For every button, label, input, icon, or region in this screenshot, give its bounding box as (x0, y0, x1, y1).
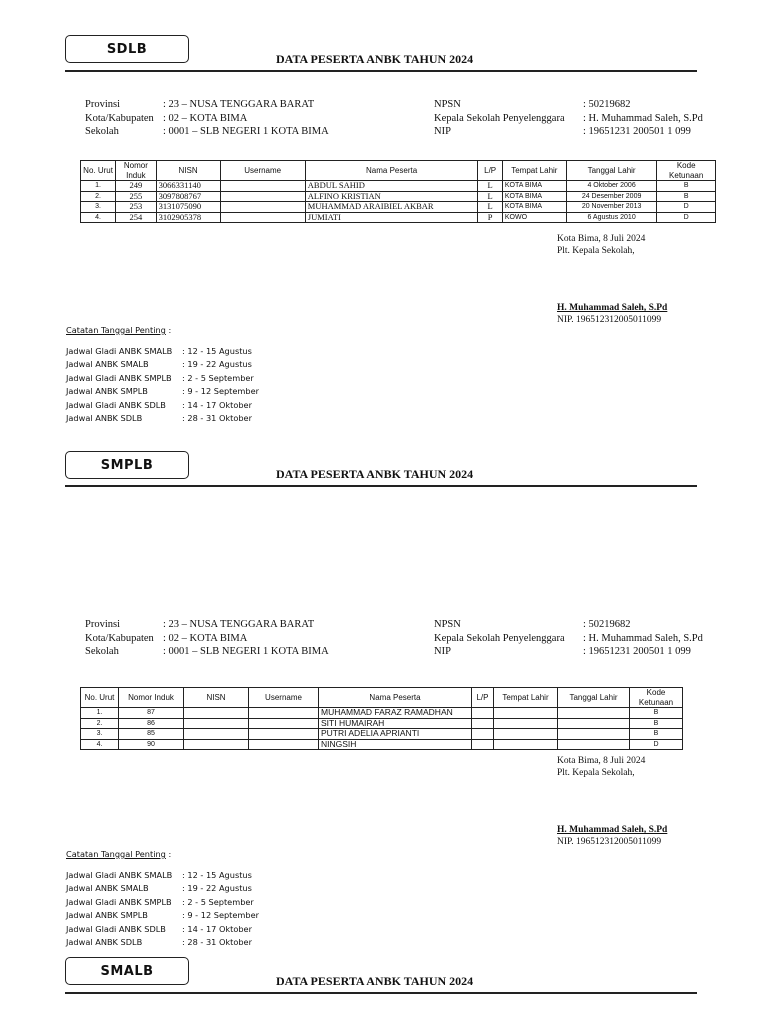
cell-kode: B (657, 191, 716, 202)
th-kode: Kode Ketunaan (630, 688, 683, 708)
cell-lp: L (478, 191, 503, 202)
th-no: No. Urut (81, 161, 116, 181)
cell-lp (472, 718, 494, 729)
th-kode: Kode Ketunaan (657, 161, 716, 181)
cell-tanggal (558, 708, 630, 719)
info-left-labels (85, 618, 154, 659)
divider (65, 70, 697, 72)
cell-induk: 85 (119, 729, 184, 740)
schedule-value: : 2 - 5 September (182, 896, 254, 907)
th-username: Username (220, 161, 305, 181)
schedule-label: Jadwal Gladi ANBK SDLB (66, 399, 166, 410)
cell-no: 3. (81, 729, 119, 740)
cell-no: 4. (81, 212, 116, 223)
schedule-value: : 14 - 17 Oktober (182, 399, 252, 410)
value-provinsi: : 23 – NUSA TENGGARA BARAT (163, 619, 315, 630)
label-sekolah: Sekolah (85, 646, 119, 657)
table-header-row (81, 161, 716, 181)
cell-tempat: KOWO (502, 212, 566, 223)
cell-no: 2. (81, 718, 119, 729)
cell-tanggal: 20 November 2013 (566, 202, 657, 213)
sign-role: Plt. Kepala Sekolah, (557, 768, 635, 778)
doc-title: DATA PESERTA ANBK TAHUN 2024 (276, 52, 474, 66)
cell-tanggal (558, 739, 630, 750)
important-dates (66, 849, 259, 949)
doc-title: DATA PESERTA ANBK TAHUN 2024 (276, 467, 474, 481)
cell-nama: ALFINO KRISTIAN (305, 191, 478, 202)
info-left-labels (85, 98, 154, 139)
schedule-item (66, 869, 259, 882)
label-nip: NIP (434, 126, 451, 137)
schedule-value: : 28 - 31 Oktober (182, 936, 252, 947)
cell-nama: ABDUL SAHID (305, 181, 478, 192)
info-right-values (583, 618, 703, 659)
schedule-item (66, 909, 259, 922)
sign-name: H. Muhammad Saleh, S.Pd (557, 303, 668, 313)
table-row (81, 739, 683, 750)
cell-no: 1. (81, 181, 116, 192)
cell-kode: B (630, 729, 683, 740)
label-nip: NIP (434, 646, 451, 657)
cell-tempat: KOTA BIMA (502, 181, 566, 192)
label-provinsi: Provinsi (85, 619, 121, 630)
schedule-item (66, 896, 259, 909)
th-tempat: Tempat Lahir (494, 688, 558, 708)
cell-lp: P (478, 212, 503, 223)
cell-lp (472, 739, 494, 750)
th-induk: Nomor Induk (119, 688, 184, 708)
schedule-value: : 19 - 22 Agustus (182, 359, 252, 370)
cell-tanggal: 6 Agustus 2010 (566, 212, 657, 223)
cell-nama: MUHAMMAD FARAZ RAMADHAN (319, 708, 472, 719)
info-left-values (163, 98, 329, 139)
cell-no: 4. (81, 739, 119, 750)
schedule-label: Jadwal Gladi ANBK SMALB (66, 346, 173, 356)
value-npsn: : 50219682 (583, 99, 631, 110)
cell-kode: B (630, 708, 683, 719)
label-kota: Kota/Kabupaten (85, 112, 154, 124)
th-lp: L/P (472, 688, 494, 708)
notes-heading-colon: : (165, 849, 172, 859)
cell-induk: 253 (116, 202, 156, 213)
schedule-item (66, 399, 259, 412)
cell-nama: SITI HUMAIRAH (319, 718, 472, 729)
cell-nama: PUTRI ADELIA APRIANTI (319, 729, 472, 740)
cell-lp: L (478, 181, 503, 192)
schedule-value: : 2 - 5 September (182, 372, 254, 383)
th-tempat: Tempat Lahir (502, 161, 566, 181)
th-nisn: NISN (184, 688, 249, 708)
th-nama: Nama Peserta (305, 161, 478, 181)
cell-kode: B (657, 181, 716, 192)
schedule-item (66, 936, 259, 949)
schedule-value: : 14 - 17 Oktober (182, 923, 252, 934)
value-npsn: : 50219682 (583, 619, 631, 630)
schedule-value: : 9 - 12 September (182, 910, 260, 921)
cell-induk: 249 (116, 181, 156, 192)
cell-nisn (184, 739, 249, 750)
sign-place-date: Kota Bima, 8 Juli 2024 (557, 234, 646, 244)
signature-top (557, 755, 645, 779)
schedule-label: Jadwal ANBK SMALB (66, 359, 149, 370)
table-row (81, 729, 683, 740)
cell-nisn (184, 718, 249, 729)
info-right-labels (434, 98, 565, 139)
cell-nisn: 3131075090 (156, 202, 220, 213)
cell-no: 3. (81, 202, 116, 213)
cell-tanggal: 24 Desember 2009 (566, 191, 657, 202)
th-tanggal: Tanggal Lahir (566, 161, 657, 181)
sign-role: Plt. Kepala Sekolah, (557, 246, 635, 256)
sign-nip: NIP. 196512312005011099 (557, 837, 662, 847)
value-provinsi: : 23 – NUSA TENGGARA BARAT (163, 99, 315, 110)
cell-lp (472, 729, 494, 740)
schedule-item (66, 345, 259, 358)
info-right-labels (434, 618, 565, 659)
cell-nisn: 3102905378 (156, 212, 220, 223)
info-right-values (583, 98, 703, 139)
section-badge: SMPLB (65, 451, 189, 479)
schedule-item (66, 372, 259, 385)
cell-tanggal: 4 Oktober 2006 (566, 181, 657, 192)
value-kota: : 02 – KOTA BIMA (163, 632, 248, 644)
cell-tempat: KOTA BIMA (502, 191, 566, 202)
cell-username (249, 708, 319, 719)
value-kota: : 02 – KOTA BIMA (163, 112, 248, 124)
cell-lp (472, 708, 494, 719)
cell-username (249, 718, 319, 729)
th-no: No. Urut (81, 688, 119, 708)
cell-induk: 254 (116, 212, 156, 223)
sign-name: H. Muhammad Saleh, S.Pd (557, 825, 668, 835)
cell-tempat (494, 718, 558, 729)
cell-tempat (494, 729, 558, 740)
cell-nama: MUHAMMAD ARAIBIEL AKBAR (305, 202, 478, 213)
schedule-item (66, 412, 259, 425)
cell-username (220, 212, 305, 223)
sign-place-date: Kota Bima, 8 Juli 2024 (557, 756, 646, 766)
value-sekolah: : 0001 – SLB NEGERI 1 KOTA BIMA (163, 646, 329, 657)
cell-induk: 90 (119, 739, 184, 750)
peserta-table (80, 687, 683, 750)
schedule-label: Jadwal Gladi ANBK SMPLB (66, 896, 172, 907)
cell-kode: D (657, 202, 716, 213)
notes-heading: Catatan Tanggal Penting (66, 325, 166, 335)
peserta-table (80, 160, 716, 223)
table-row (81, 202, 716, 213)
value-sekolah: : 0001 – SLB NEGERI 1 KOTA BIMA (163, 126, 329, 137)
cell-no: 1. (81, 708, 119, 719)
label-npsn: NPSN (434, 619, 461, 630)
schedule-value: : 12 - 15 Agustus (182, 870, 252, 880)
th-nisn: NISN (156, 161, 220, 181)
th-username: Username (249, 688, 319, 708)
sign-nip: NIP. 196512312005011099 (557, 315, 662, 325)
notes-heading-colon: : (165, 325, 172, 335)
cell-nisn: 3097808767 (156, 191, 220, 202)
th-tanggal: Tanggal Lahir (558, 688, 630, 708)
table-row (81, 718, 683, 729)
schedule-label: Jadwal ANBK SDLB (66, 936, 143, 947)
label-npsn: NPSN (434, 99, 461, 110)
th-lp: L/P (478, 161, 503, 181)
label-provinsi: Provinsi (85, 99, 121, 110)
value-nip: : 19651231 200501 1 099 (583, 646, 691, 657)
signature-bottom (557, 824, 667, 848)
cell-username (220, 191, 305, 202)
th-nama: Nama Peserta (319, 688, 472, 708)
cell-username (249, 739, 319, 750)
table-row (81, 181, 716, 192)
cell-nisn (184, 708, 249, 719)
cell-tempat: KOTA BIMA (502, 202, 566, 213)
cell-nisn (184, 729, 249, 740)
table-header-row (81, 688, 683, 708)
schedule-item (66, 358, 259, 371)
schedule-value: : 12 - 15 Agustus (182, 346, 252, 356)
label-kepala: Kepala Sekolah Penyelenggara (434, 112, 565, 124)
cell-nama: NINGSIH (319, 739, 472, 750)
cell-tanggal (558, 729, 630, 740)
table-row (81, 708, 683, 719)
cell-kode: B (630, 718, 683, 729)
schedule-label: Jadwal Gladi ANBK SMPLB (66, 372, 172, 383)
cell-induk: 87 (119, 708, 184, 719)
value-kepala: : H. Muhammad Saleh, S.Pd (583, 112, 703, 124)
divider (65, 485, 697, 487)
schedule-value: : 19 - 22 Agustus (182, 883, 252, 894)
schedule-label: Jadwal ANBK SMALB (66, 883, 149, 894)
schedule-label: Jadwal ANBK SMPLB (66, 910, 148, 921)
label-kota: Kota/Kabupaten (85, 632, 154, 644)
signature-top (557, 233, 645, 257)
cell-username (220, 181, 305, 192)
cell-username (220, 202, 305, 213)
cell-induk: 86 (119, 718, 184, 729)
cell-tanggal (558, 718, 630, 729)
divider (65, 992, 697, 994)
section-badge: SMALB (65, 957, 189, 985)
section-badge: SDLB (65, 35, 189, 63)
label-kepala: Kepala Sekolah Penyelenggara (434, 632, 565, 644)
schedule-label: Jadwal Gladi ANBK SMALB (66, 870, 173, 880)
cell-tempat (494, 708, 558, 719)
cell-induk: 255 (116, 191, 156, 202)
notes-heading: Catatan Tanggal Penting (66, 849, 166, 859)
cell-nama: JUMIATI (305, 212, 478, 223)
signature-bottom (557, 302, 667, 326)
schedule-value: : 9 - 12 September (182, 386, 260, 397)
schedule-item (66, 923, 259, 936)
cell-no: 2. (81, 191, 116, 202)
cell-tempat (494, 739, 558, 750)
cell-lp: L (478, 202, 503, 213)
cell-username (249, 729, 319, 740)
schedule-label: Jadwal Gladi ANBK SDLB (66, 923, 166, 934)
table-row (81, 212, 716, 223)
doc-title: DATA PESERTA ANBK TAHUN 2024 (276, 974, 474, 988)
value-nip: : 19651231 200501 1 099 (583, 126, 691, 137)
cell-nisn: 3066331140 (156, 181, 220, 192)
cell-kode: D (630, 739, 683, 750)
schedule-item (66, 882, 259, 895)
schedule-item (66, 385, 259, 398)
schedule-label: Jadwal ANBK SMPLB (66, 386, 148, 397)
schedule-label: Jadwal ANBK SDLB (66, 412, 143, 423)
value-kepala: : H. Muhammad Saleh, S.Pd (583, 632, 703, 644)
info-left-values (163, 618, 329, 659)
table-row (81, 191, 716, 202)
label-sekolah: Sekolah (85, 126, 119, 137)
cell-kode: D (657, 212, 716, 223)
important-dates (66, 325, 259, 425)
th-induk: Nomor Induk (116, 161, 156, 181)
schedule-value: : 28 - 31 Oktober (182, 412, 252, 423)
